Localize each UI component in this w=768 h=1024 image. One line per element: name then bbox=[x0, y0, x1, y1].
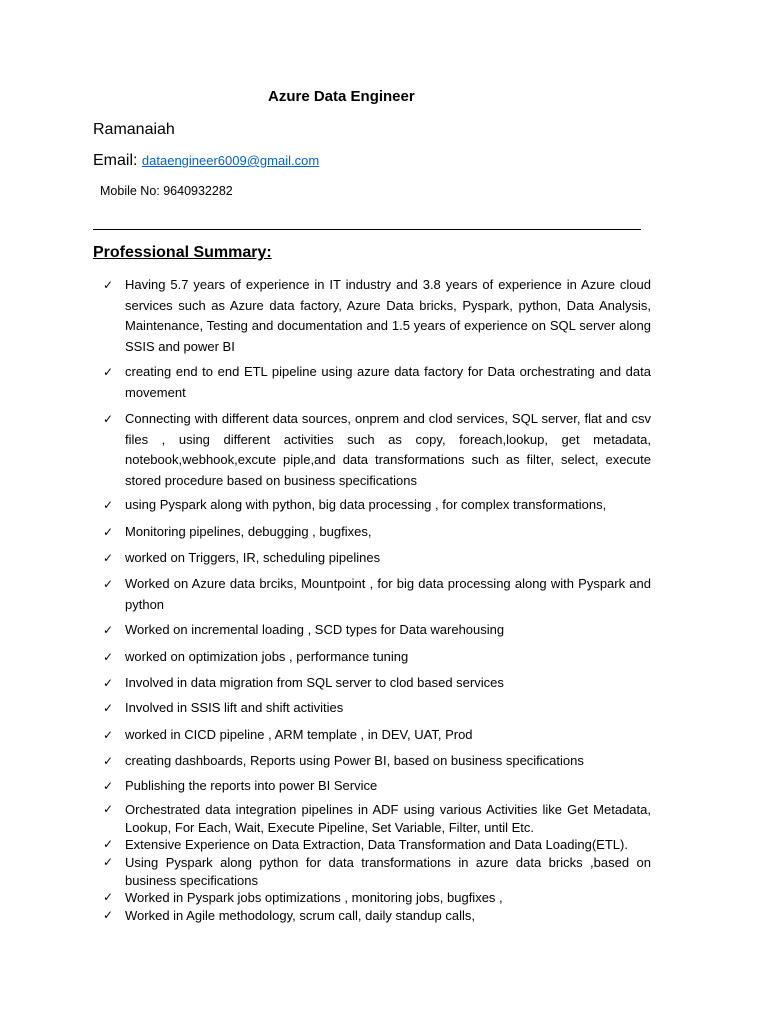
email-label: Email: bbox=[93, 152, 138, 169]
list-item-text: Involved in data migration from SQL server to clod based services bbox=[125, 675, 504, 690]
list-item-text: Connecting with different data sources, onprem and clod services, SQL server, flat and csv files , using different activities such as copy, foreach,lookup, get metadata, notebook,webhook,excute piple,and data transformations such as filter, select, execute stored procedure based on business specifications bbox=[125, 411, 651, 489]
document-title: Azure Data Engineer bbox=[268, 88, 415, 105]
check-icon: ✓ bbox=[103, 278, 114, 292]
list-item-text: Worked in Agile methodology, scrum call, daily standup calls, bbox=[125, 908, 475, 923]
mobile-number: Mobile No: 9640932282 bbox=[100, 184, 233, 198]
check-icon: ✓ bbox=[103, 650, 114, 664]
check-icon: ✓ bbox=[103, 837, 114, 851]
list-item-text: creating end to end ETL pipeline using azure data factory for Data orchestrating and data movement bbox=[125, 364, 651, 400]
list-item-text: Orchestrated data integration pipelines in ADF using various Activities like Get Metadata, Lookup, For Each, Wait, Execute Pipeline, Set Variable, Filter, until Etc. bbox=[125, 802, 651, 835]
horizontal-rule bbox=[93, 229, 641, 230]
list-item-text: Publishing the reports into power BI Service bbox=[125, 778, 378, 793]
email-line bbox=[93, 152, 319, 170]
list-item-text: Using Pyspark along python for data transformations in azure data bricks ,based on business specifications bbox=[125, 855, 651, 888]
list-item-text: Extensive Experience on Data Extraction, Data Transformation and Data Loading(ETL). bbox=[125, 837, 628, 852]
check-icon: ✓ bbox=[103, 577, 114, 591]
check-icon: ✓ bbox=[103, 365, 114, 379]
candidate-name: Ramanaiah bbox=[93, 121, 175, 138]
list-item-text: Monitoring pipelines, debugging , bugfixes, bbox=[125, 524, 372, 539]
check-icon: ✓ bbox=[103, 855, 114, 869]
check-icon: ✓ bbox=[103, 498, 114, 512]
check-icon: ✓ bbox=[103, 676, 114, 690]
list-item-text: worked on Triggers, IR, scheduling pipelines bbox=[125, 550, 381, 565]
check-icon: ✓ bbox=[103, 412, 114, 426]
check-icon: ✓ bbox=[103, 754, 114, 768]
check-icon: ✓ bbox=[103, 623, 114, 637]
check-icon: ✓ bbox=[103, 890, 114, 904]
check-icon: ✓ bbox=[103, 525, 114, 539]
list-item-text: creating dashboards, Reports using Power BI, based on business specifications bbox=[125, 753, 584, 768]
list-item-text: worked on optimization jobs , performance tuning bbox=[125, 649, 409, 664]
email-link[interactable]: dataengineer6009@gmail.com bbox=[141, 153, 320, 168]
list-item-text: Worked on Azure data brciks, Mountpoint , for big data processing along with Pyspark and python bbox=[125, 576, 651, 612]
check-icon: ✓ bbox=[103, 551, 114, 565]
list-item-text: Having 5.7 years of experience in IT industry and 3.8 years of experience in Azure cloud services such as Azure data factory, Azure Data bricks, Pyspark, python, Data Analysis, Maintenance, Testing and documentation and 1.5 years of experience on SQL server along SSIS and power BI bbox=[125, 277, 651, 355]
list-item-text: Involved in SSIS lift and shift activities bbox=[125, 700, 344, 715]
check-icon: ✓ bbox=[103, 779, 114, 793]
section-heading: Professional Summary: bbox=[93, 244, 272, 261]
list-item-text: using Pyspark along with python, big data processing , for complex transformations, bbox=[125, 497, 607, 512]
list-item-text: worked in CICD pipeline , ARM template , in DEV, UAT, Prod bbox=[125, 727, 473, 742]
check-icon: ✓ bbox=[103, 908, 114, 922]
list-item-text: Worked on incremental loading , SCD types for Data warehousing bbox=[125, 622, 505, 637]
list-item-text: Worked in Pyspark jobs optimizations , monitoring jobs, bugfixes , bbox=[125, 890, 503, 905]
check-icon: ✓ bbox=[103, 728, 114, 742]
check-icon: ✓ bbox=[103, 802, 114, 816]
check-icon: ✓ bbox=[103, 701, 114, 715]
